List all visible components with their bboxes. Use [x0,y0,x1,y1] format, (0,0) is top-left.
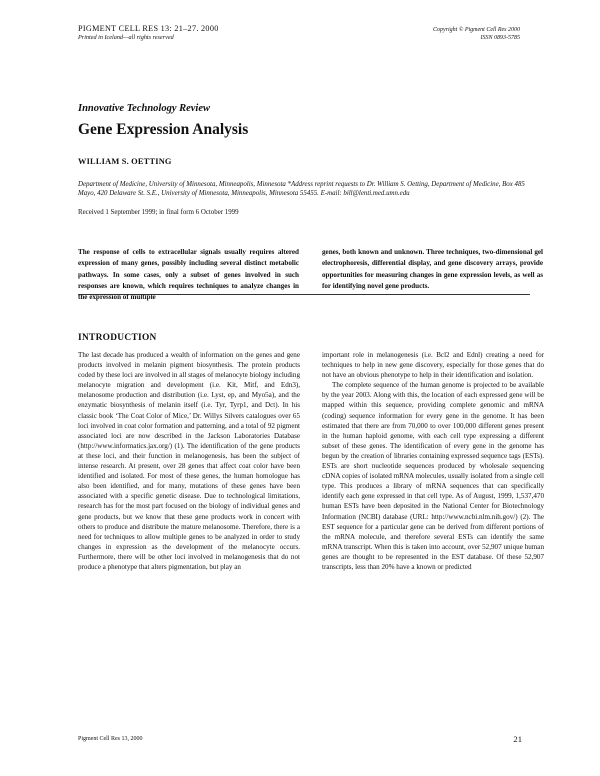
body-paragraph: important role in melanogenesis (i.e. Bcl2 and Ednl) creating a need for techniques to help in new gene discovery, especially for those genes that do not have an obvious phenotype to help in their identification and isolation. [322,351,544,380]
running-header-right [433,26,520,42]
page-number: 21 [513,734,522,744]
author-name: WILLIAM S. OETTING [78,157,172,166]
journal-citation: PIGMENT CELL RES 13: 21–27. 2000 [78,24,219,33]
body-column-right [322,350,544,572]
body-column-left [78,350,300,572]
issn: ISSN 0893-5785 [480,35,520,41]
received-dates: Received 1 September 1999; in final form 6 October 1999 [78,209,239,216]
abstract-left: The response of cells to extracellular signals usually requires altered expression of many genes, possibly including several distinct metabolic pathways. In some cases, only a subset of genes involved in such responses are known, which requires techniques to analyze changes in the expression of multiple [78,248,299,302]
author-affiliation: Department of Medicine, University of Minnesota, Minneapolis, Minnesota *Address reprint requests to Dr. William S. Oetting, Department of Medicine, Box 485 Mayo, 420 Delaware St. S.E., University of Minnesota, Minneapolis, Minnesota 55455. E-mail: bill@lenti.med.umn.edu [78,181,525,198]
abstract-right: genes, both known and unknown. Three techniques, two-dimensional gel electrophoresis, differential display, and gene discovery arrays, provide opportunities for measuring changes in gene expression levels, as well as for identifying novel gene products. [322,248,543,290]
copyright-notice: Copyright © Pigment Cell Res 2000 [432,27,520,33]
article-title: Gene Expression Analysis [78,121,249,138]
footer-journal: Pigment Cell Res 13, 2000 [78,736,143,742]
printed-notice: Printed in Iceland—all rights reserved [78,34,174,41]
body-paragraph: The complete sequence of the human genome is projected to be available by the year 2003. Along with this, the location of each expressed gene will be mapped within this sequence, providing complete genomic and mRNA (coding) sequence information for every gene in the genome. It has been estimated that there are from 70,000 to over 100,000 different genes present in the human haploid genome, with each cell type expressing a different subset of these genes. The identification of every gene in the genome has begun by the creation of libraries containing expressed sequence tags (ESTs). ESTs are short nucleotide sequences produced by wholesale sequencing cDNA copies of isolated mRNA molecules, usually isolated from a single cell type. This produces a library of mRNA sequences that can specifically identify each gene expressed in that cell type. As of August, 1999, 1,537,470 human ESTs have been deposited in the National Center for Biotechnology Information (NCBI) database (URL: http://www.ncbi.nlm.nih.gov/) (2). The EST sequence for a particular gene can be derived from different portions of the mRNA molecule, and therefore several ESTs can identify the same mRNA transcript. When this is taken into account, over 52,907 unique human genes are thought to be represented in the EST database. Of these 52,907 transcripts, less than 20% have a known or predicted [322,381,544,571]
abstract-divider [78,294,530,295]
section-heading: INTRODUCTION [78,333,157,343]
running-header-left [78,24,219,41]
body-paragraph: The last decade has produced a wealth of information on the genes and gene products involved in melanin pigment biosynthesis. The protein products coded by these loci are involved in all stages of melanocyte biology including melanocyte migration and development (i.e. Kit, Mitf, and Edn3), melanosome production and distribution (i.e. Lyst, ep, and Myo5a), and the enzymatic biosynthesis of melanin itself (i.e. Tyr, Tyrp1, and Dct). In his classic book ‘The Coat Color of Mice,’ Dr. Willys Silvers catalogues over 65 loci involved in coat color formation and patterning, and a total of 92 pigment associated loci are now described in the Jackson Laboratories Database (http://www.informatics.jax.org/) (1). The identification of the gene products at these loci, and their function in melanogenesis, has been the subject of intense research. At present, over 28 genes that affect coat color have been identified and isolated. For most of these genes, the human homologue has also been identified, and for many, mutations of these genes have been associated with a specific genetic disease. Due to technological limitations, research has for the most part focused on the biology of individual genes and gene products, but we know that these gene products work in concert with others to produce and distribute the mature melanosome. Therefore, there is a need for techniques to allow multiple genes to be analyzed in order to study changes in expression as the development of the melanocyte occurs. Furthermore, there will be other loci involved in melanogenesis that do not produce a phenotype that alters pigmentation, but play an [78,351,300,571]
section-label: Innovative Technology Review [78,103,211,114]
